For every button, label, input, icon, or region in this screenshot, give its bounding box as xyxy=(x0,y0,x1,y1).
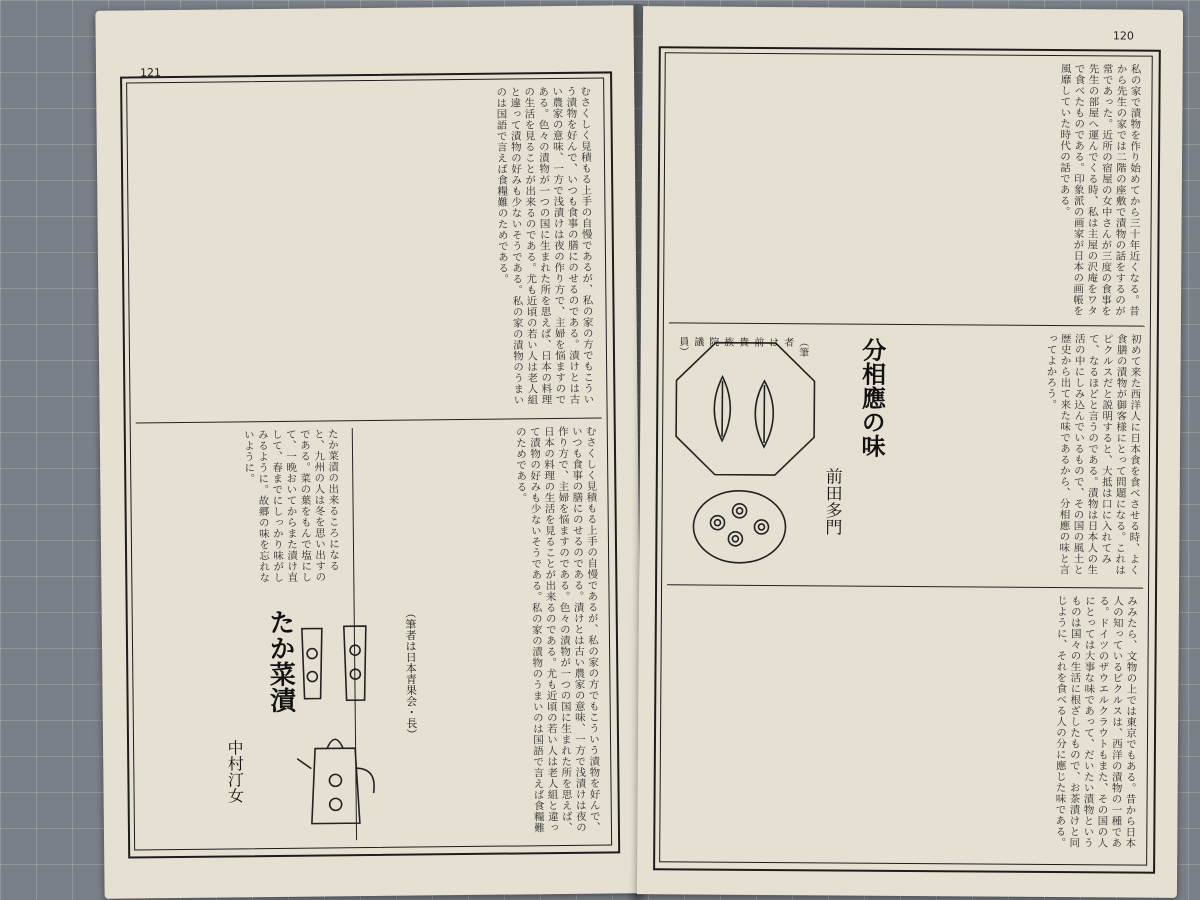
page-number: 120 xyxy=(1112,29,1134,43)
second-article-body: たか菜漬の出来るころになると、九州の人は冬を思い出すのである。菜の葉をもんで塩にして、一晩おいてからまた漬け直して、春までにしっかり味がしみるように。故郷の味を忘れないように。 xyxy=(242,428,341,584)
left-page xyxy=(95,5,642,899)
right-page xyxy=(637,6,1183,898)
article-title: 分相應の味 xyxy=(856,337,886,458)
article-body-upper: むさくしく見積もる上手の自慢であるが、私の家の方でもこういう漬物を好んで、いつも食事の膳にのせるのである。漬けとは古い農家の意味、一方で浅漬けは夜の作り方で、主婦を悩ますのである。色々の漬物が一つの国に生まれた所を思えば、日本の料理の生活を見ることが出来るのである。尤も近頃の若い人は老人組と違って漬物の好みも少ないそうである。私の家の漬物のうまいのは国語で言えば食糧難のためである。 xyxy=(495,85,595,406)
pickle-illustration xyxy=(669,336,821,567)
second-article-author: 中村汀女 xyxy=(225,739,245,804)
bottom-text: みみたら、文物の上では東京でもある。昔から日本人の知っているピクルスは、西洋の漬物の一種である。ドイツのザウエルクラウトもまた、その国の人にとっては大事な味であって、だいたい漬物というものは国々の生活に根ざしたもので、お茶漬けと同じように、それを食べる人の分に應じた味である。 xyxy=(1054,595,1139,849)
closing-note: （筆者は日本青果会・長） xyxy=(403,607,419,740)
cup-left-icon xyxy=(302,629,323,699)
teapot-icon xyxy=(297,739,374,824)
article-author: 前田多門 xyxy=(821,467,842,536)
second-article-title: たか菜漬 xyxy=(264,608,296,714)
author-note: （筆者は前貴族院議員） xyxy=(676,336,808,358)
cup-right-icon xyxy=(344,626,367,700)
teaware-illustration xyxy=(292,608,384,839)
octagon-plate-icon xyxy=(676,342,815,475)
round-plate-icon xyxy=(693,490,786,563)
article-body: 初めて来た西洋人に日本食を食べさせる時、よく食膳の漬物が御客様にとって問題になる。これはピクルスだと説明すると、大抵は口に入れてみて、なるほどと言うのである。漬物は日本人の生活の中にしみ込んでいるもので、その国の風土と歴史から出て来た味であるから、分相應の味と言ってよかろう。 xyxy=(1045,332,1142,576)
article-body-lower: むさくしく見積もる上手の自慢であるが、私の家の方でもこういう漬物を好んで、いつも食事の膳にのせるのである。漬けとは古い農家の意味、一方で浅漬けは夜の作り方で、主婦を悩ますのである。色々の漬物が一つの国に生まれた所を思えば、日本の料理の生活を見ることが出来るのである。尤も近頃の若い人は老人組と違って漬物の好みも少ないそうである。私の家の漬物のうまいのは国語で言えば食糧難のためである。 xyxy=(514,425,601,834)
page-number: 121 xyxy=(139,66,162,80)
intro-text: 私の家で漬物を作り始めてから三十年近くなる。昔から先生の家では二階の座敷で漬物の話をするのが常であった。近所の宿屋の女中さんが三度の食事を先生の部屋へ運んでくる時、私は主屋の沢庵をワタで食べたものである。印象派の画家が日本の画帳を風靡していた時代の話である。 xyxy=(1058,63,1142,317)
